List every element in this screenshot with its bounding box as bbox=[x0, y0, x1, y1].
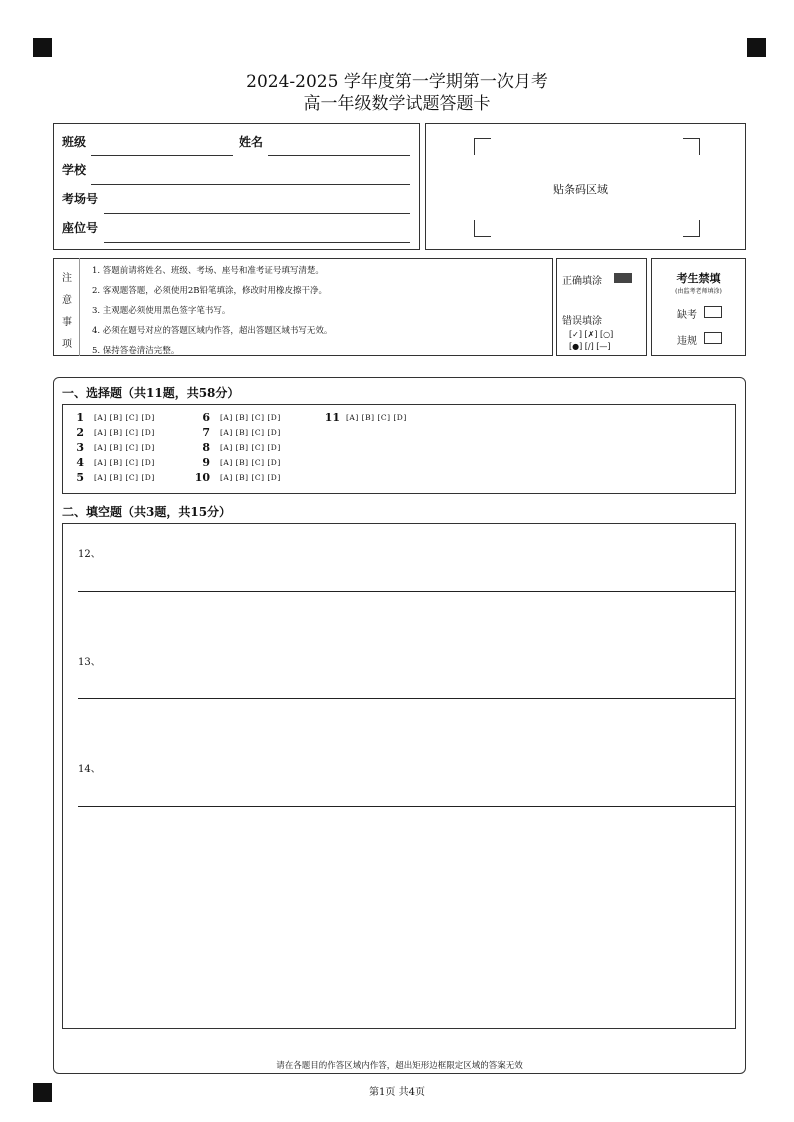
notice-item: 5. 保持答卷清洁完整。 bbox=[92, 346, 180, 356]
option-bubbles[interactable]: [A] [B] [C] [D] bbox=[94, 473, 155, 482]
option-bubbles[interactable]: [A] [B] [C] [D] bbox=[220, 473, 281, 482]
option-bubbles[interactable]: [A] [B] [C] [D] bbox=[94, 458, 155, 467]
option-bubbles[interactable]: [A] [B] [C] [D] bbox=[346, 413, 407, 422]
question-number: 8 bbox=[202, 441, 210, 454]
name-label: 姓名 bbox=[239, 135, 264, 149]
student-info-box bbox=[53, 123, 420, 250]
barcode-corner-tl bbox=[474, 138, 491, 155]
wrong-fill-samples-row1: [✓] [✗] [○] bbox=[569, 330, 614, 339]
option-bubbles[interactable]: [A] [B] [C] [D] bbox=[94, 443, 155, 452]
answer-line[interactable] bbox=[78, 806, 735, 807]
notice-heading-char: 项 bbox=[62, 339, 72, 350]
answer-line[interactable] bbox=[78, 698, 735, 699]
exam-room-label: 考场号 bbox=[62, 192, 99, 206]
name-field[interactable] bbox=[268, 155, 410, 156]
notice-item: 2. 客观题答题，必须使用2B铅笔填涂，修改时用橡皮擦干净。 bbox=[92, 286, 327, 296]
answer-line[interactable] bbox=[78, 591, 735, 592]
barcode-corner-tr bbox=[683, 138, 700, 155]
question-number: 11 bbox=[324, 411, 340, 424]
wrong-fill-label: 错误填涂 bbox=[562, 316, 602, 327]
proctor-note: (由监考老师填涂) bbox=[675, 288, 722, 295]
wrong-fill-samples-row2: [●] [/] [—] bbox=[569, 342, 611, 351]
option-bubbles[interactable]: [A] [B] [C] [D] bbox=[94, 413, 155, 422]
registration-mark-top-left bbox=[33, 38, 52, 57]
absent-label: 缺考 bbox=[677, 310, 697, 321]
absent-checkbox[interactable] bbox=[704, 306, 722, 318]
notice-item: 4. 必须在题号对应的答题区域内作答，超出答题区域书写无效。 bbox=[92, 326, 333, 336]
notice-item: 3. 主观题必须使用黑色签字笔书写。 bbox=[92, 306, 231, 316]
option-bubbles[interactable]: [A] [B] [C] [D] bbox=[94, 428, 155, 437]
school-field[interactable] bbox=[91, 184, 410, 185]
violation-checkbox[interactable] bbox=[704, 332, 722, 344]
fill-question-label: 13、 bbox=[78, 657, 101, 668]
question-number: 6 bbox=[202, 411, 210, 424]
section2-title: 二、填空题（共3题，共15分） bbox=[62, 505, 232, 519]
seat-label: 座位号 bbox=[62, 221, 99, 235]
notice-heading-char: 事 bbox=[62, 317, 72, 328]
question-number: 4 bbox=[76, 456, 84, 469]
option-bubbles[interactable]: [A] [B] [C] [D] bbox=[220, 443, 281, 452]
question-number: 10 bbox=[194, 471, 210, 484]
option-bubbles[interactable]: [A] [B] [C] [D] bbox=[220, 413, 281, 422]
notice-item: 1. 答题前请将姓名、班级、考场、座号和准考证号填写清楚。 bbox=[92, 266, 324, 276]
registration-mark-top-right bbox=[747, 38, 766, 57]
barcode-label: 贴条码区域 bbox=[553, 183, 608, 196]
exam-title: 2024-2025 学年度第一学期第一次月考 bbox=[246, 72, 548, 92]
exam-subtitle: 高一年级数学试题答题卡 bbox=[303, 94, 491, 114]
question-number: 5 bbox=[76, 471, 84, 484]
section1-title: 一、选择题（共11题，共58分） bbox=[62, 386, 240, 400]
violation-label: 违规 bbox=[677, 336, 697, 347]
question-number: 2 bbox=[76, 426, 84, 439]
option-bubbles[interactable]: [A] [B] [C] [D] bbox=[220, 458, 281, 467]
correct-fill-sample bbox=[614, 273, 632, 283]
question-number: 3 bbox=[76, 441, 84, 454]
notice-heading-char: 意 bbox=[62, 295, 72, 306]
school-label: 学校 bbox=[62, 163, 87, 177]
class-label: 班级 bbox=[62, 135, 87, 149]
seat-field[interactable] bbox=[104, 242, 410, 243]
notice-heading-char: 注 bbox=[62, 273, 72, 284]
question-number: 9 bbox=[202, 456, 210, 469]
notice-divider bbox=[79, 258, 80, 356]
fill-question-label: 14、 bbox=[78, 764, 101, 775]
exam-room-field[interactable] bbox=[104, 213, 410, 214]
proctor-title: 考生禁填 bbox=[676, 272, 721, 285]
correct-fill-label: 正确填涂 bbox=[562, 276, 602, 287]
barcode-corner-bl bbox=[474, 220, 491, 237]
question-number: 1 bbox=[76, 411, 84, 424]
option-bubbles[interactable]: [A] [B] [C] [D] bbox=[220, 428, 281, 437]
answer-boundary-warning: 请在各题目的作答区域内作答，超出矩形边框限定区域的答案无效 bbox=[276, 1061, 523, 1071]
question-number: 7 bbox=[202, 426, 210, 439]
class-field[interactable] bbox=[91, 155, 233, 156]
fill-in-area bbox=[62, 523, 736, 1029]
page-number: 第1页 共4页 bbox=[369, 1087, 425, 1098]
fill-question-label: 12、 bbox=[78, 549, 101, 560]
barcode-corner-br bbox=[683, 220, 700, 237]
